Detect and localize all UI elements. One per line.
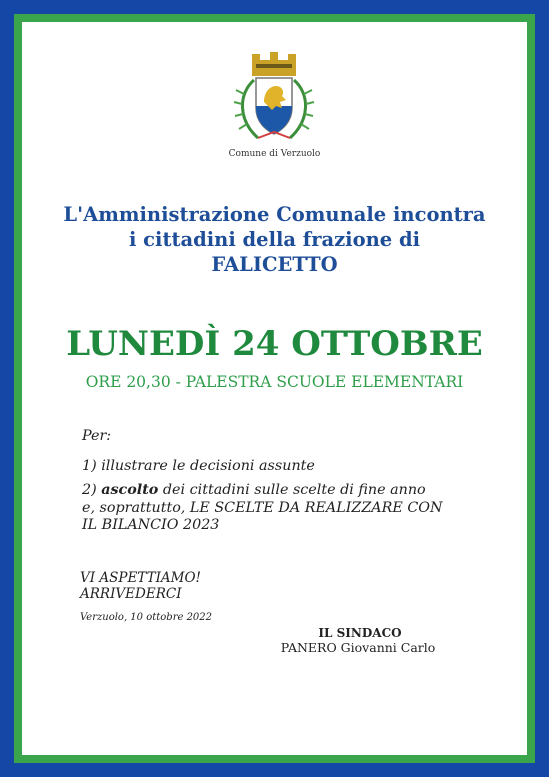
coat-of-arms-icon (232, 50, 316, 148)
purpose-item-2-line: e, soprattutto, LE SCELTE DA REALIZZARE CON (82, 500, 443, 516)
purpose-intro: Per: (82, 428, 112, 444)
closing-line: ARRIVEDERCI (80, 586, 182, 602)
event-time-place: ORE 20,30 - PALESTRA SCUOLE ELEMENTARI (85, 373, 464, 391)
heading-line: L'Amministrazione Comunale incontra (63, 203, 486, 226)
place-date: Verzuolo, 10 ottobre 2022 (80, 612, 213, 623)
heading-line: FALICETTO (211, 253, 338, 276)
closing-line: VI ASPETTIAMO! (80, 570, 201, 586)
page-title (0, 202, 549, 277)
signature-name: PANERO Giovanni Carlo (280, 640, 436, 655)
item-2-prefix: 2) (82, 482, 102, 498)
comune-label: Comune di Verzuolo (228, 149, 321, 159)
item-2-bold: ascolto (101, 482, 159, 498)
purpose-item-2 (82, 482, 426, 498)
purpose-item-1: 1) illustrare le decisioni assunte (82, 458, 315, 474)
heading-line: i cittadini della frazione di (128, 228, 421, 251)
purpose-item-2-line: IL BILANCIO 2023 (82, 517, 220, 533)
event-date: LUNEDÌ 24 OTTOBRE (66, 324, 483, 364)
signature-title: IL SINDACO (318, 626, 402, 640)
item-2-rest: dei cittadini sulle scelte di fine anno (158, 482, 426, 498)
